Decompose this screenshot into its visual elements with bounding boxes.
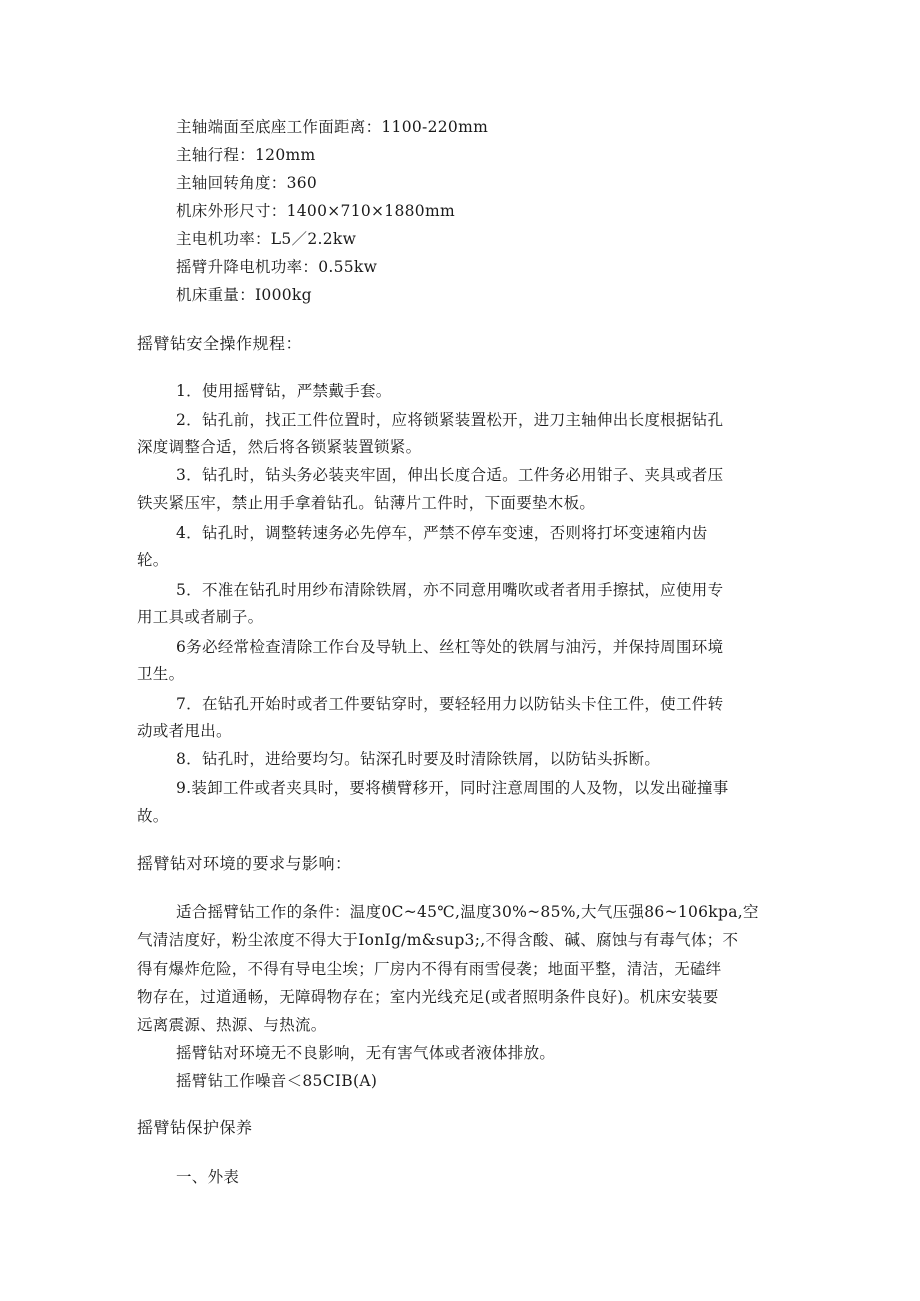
safety-line: 卫生。 <box>137 665 185 683</box>
safety-line: 3．钻孔时，钻头务必装夹牢固，伸出长度合适。工件务必用钳子、夹具或者压 <box>176 466 724 484</box>
safety-line: 4．钻孔时，调整转速务必先停车，严禁不停车变速，否则将打坏变速箱内齿 <box>176 524 708 542</box>
safety-line: 7．在钻孔开始时或者工件要钻穿时，要轻轻用力以防钻头卡住工件，使工件转 <box>176 695 724 713</box>
safety-line: 5．不准在钻孔时用纱布清除铁屑，亦不同意用嘴吹或者者用手擦拭，应使用专 <box>176 581 724 599</box>
safety-line: 动或者甩出。 <box>137 722 232 740</box>
safety-line: 8．钻孔时，进给要均匀。钻深孔时要及时清除铁屑，以防钻头拆断。 <box>176 750 661 768</box>
safety-line: 2．钻孔前，找正工件位置时，应将锁紧装置松开，进刀主轴伸出长度根据钻孔 <box>176 411 724 429</box>
environment-line: 得有爆炸危险，不得有导电尘埃；厂房内不得有雨雪侵袭；地面平整，清洁，无磕绊 <box>137 960 722 978</box>
spec-line: 主轴端面至底座工作面距离：1100-220mm <box>176 118 489 136</box>
safety-heading: 摇臂钻安全操作规程： <box>137 334 303 353</box>
safety-line: 6务必经常检查清除工作台及导轨上、丝杠等处的铁屑与油污，并保持周围环境 <box>176 638 724 656</box>
environment-line: 气清洁度好，粉尘浓度不得大于IonIg/m&sup3;,不得含酸、碱、腐蚀与有毒气体；不 <box>137 931 739 949</box>
environment-line: 摇臂钻对环境无不良影响，无有害气体或者液体排放。 <box>176 1044 556 1062</box>
safety-line: 1．使用摇臂钻，严禁戴手套。 <box>176 382 392 400</box>
spec-line: 机床外形尺寸：1400×710×1880mm <box>176 202 455 220</box>
environment-line: 远离震源、热源、与热流。 <box>137 1016 327 1034</box>
environment-line: 适合摇臂钻工作的条件：温度0C~45℃,温度30%~85%,大气压强86~106kpa,空 <box>176 903 759 921</box>
safety-line: 深度调整合适，然后将各锁紧装置锁紧。 <box>137 438 422 456</box>
safety-line: 轮。 <box>137 551 169 569</box>
safety-line: 铁夹紧压牢，禁止用手拿着钻孔。钻薄片工件时，下面要垫木板。 <box>137 494 596 512</box>
safety-line: 故。 <box>137 807 169 825</box>
maintenance-subheading: 一、外表 <box>176 1168 240 1186</box>
spec-line: 主电机功率：L5／2.2kw <box>176 230 357 248</box>
environment-heading: 摇臂钻对环境的要求与影响： <box>137 854 352 873</box>
spec-line: 主轴行程：120mm <box>176 146 316 164</box>
spec-line: 主轴回转角度：360 <box>176 174 318 192</box>
safety-line: 用工具或者刷子。 <box>137 608 264 626</box>
environment-line: 物存在，过道通畅，无障碍物存在；室内光线充足(或者照明条件良好)。机床安装要 <box>137 988 719 1006</box>
spec-line: 机床重量：I000kg <box>176 286 312 304</box>
spec-line: 摇臂升降电机功率：0.55kw <box>176 258 378 276</box>
maintenance-heading: 摇臂钻保护保养 <box>137 1118 253 1137</box>
environment-line: 摇臂钻工作噪音＜85CIB(A) <box>176 1072 378 1090</box>
safety-line: 9.装卸工件或者夹具时，要将横臂移开，同时注意周围的人及物，以发出碰撞事 <box>176 779 729 797</box>
